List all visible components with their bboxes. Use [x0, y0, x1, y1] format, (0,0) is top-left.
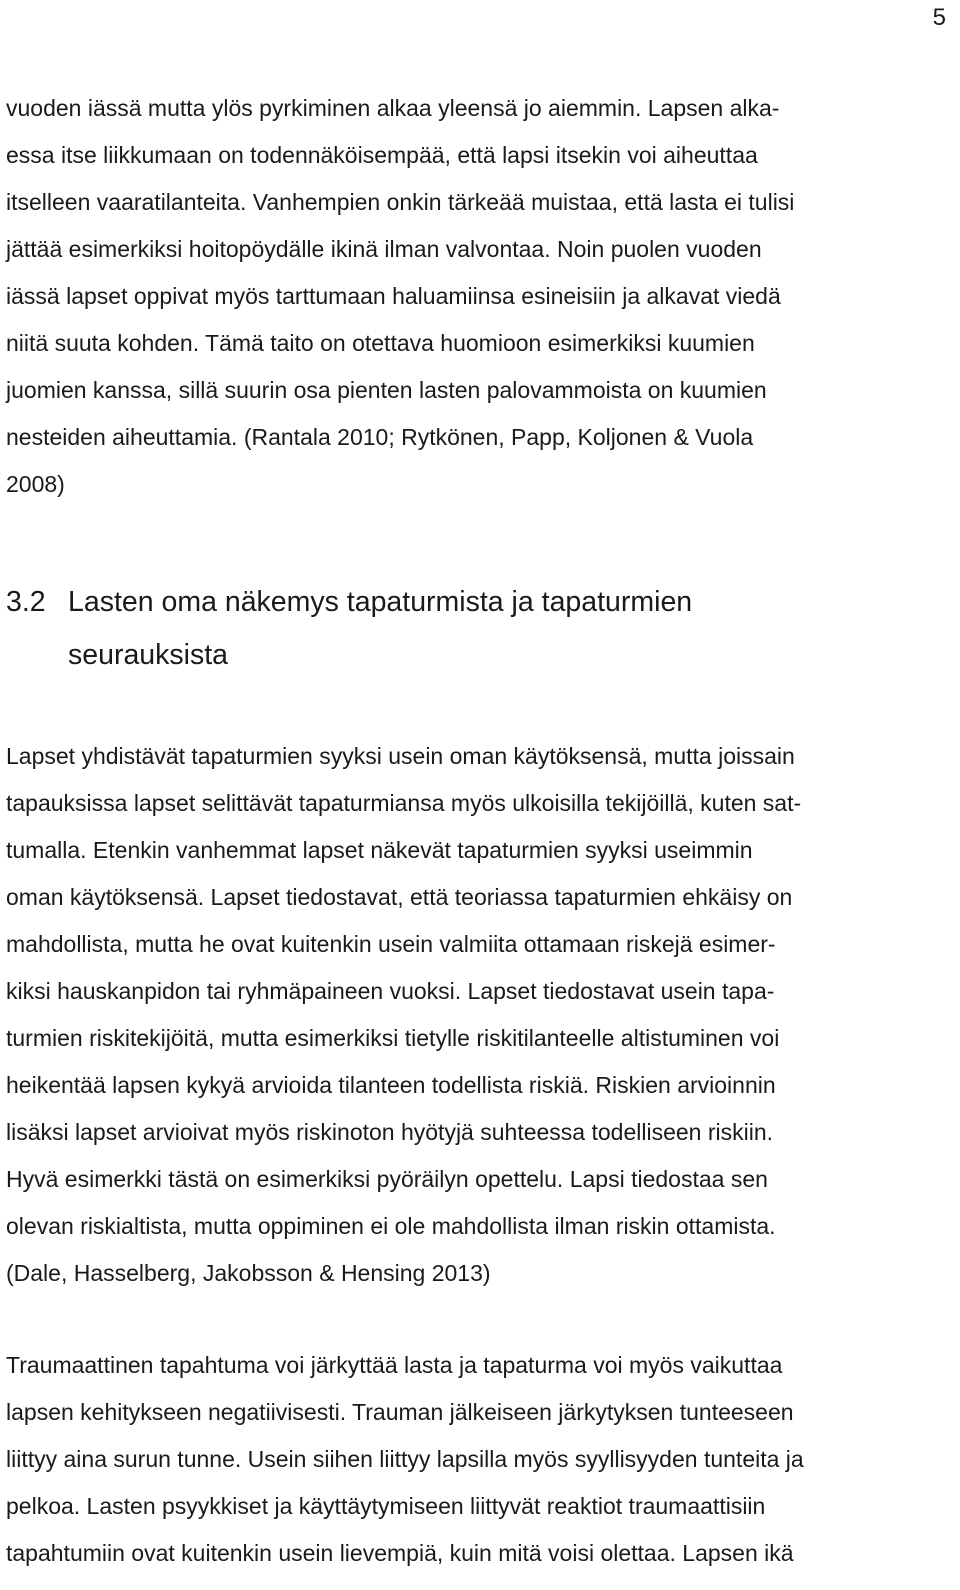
paragraph-line: mahdollista, mutta he ovat kuitenkin usein valmiita ottamaan riskejä esimer-	[6, 931, 776, 957]
paragraph-line: oman käytöksensä. Lapset tiedostavat, että teoriassa tapaturmien ehkäisy on	[6, 884, 793, 910]
paragraph-line: turmien riskitekijöitä, mutta esimerkiksi tietylle riskitilanteelle altistuminen voi	[6, 1025, 780, 1051]
section-title-line: Lasten oma näkemys tapaturmista ja tapaturmien	[68, 586, 693, 618]
paragraph-line: nesteiden aiheuttamia. (Rantala 2010; Rytkönen, Papp, Koljonen & Vuola	[6, 424, 754, 450]
paragraph-line: kiksi hauskanpidon tai ryhmäpaineen vuoksi. Lapset tiedostavat usein tapa-	[6, 978, 775, 1004]
paragraph-line: Lapset yhdistävät tapaturmien syyksi usein oman käytöksensä, mutta joissain	[6, 743, 795, 769]
paragraph-line: tapahtumiin ovat kuitenkin usein lievempiä, kuin mitä voisi olettaa. Lapsen ikä	[6, 1540, 794, 1566]
paragraph-line: Traumaattinen tapahtuma voi järkyttää lasta ja tapaturma voi myös vaikuttaa	[6, 1352, 783, 1378]
paragraph-line: heikentää lapsen kykyä arvioida tilanteen todellista riskiä. Riskien arvioinnin	[6, 1072, 776, 1098]
paragraph-line: vuoden iässä mutta ylös pyrkiminen alkaa yleensä jo aiemmin. Lapsen alka-	[6, 95, 780, 121]
paragraph-line: liittyy aina surun tunne. Usein siihen liittyy lapsilla myös syyllisyyden tunteita ja	[6, 1446, 804, 1472]
paragraph-line: lisäksi lapset arvioivat myös riskinoton hyötyjä suhteessa todelliseen riskiin.	[6, 1119, 774, 1145]
section-title-line: seurauksista	[68, 639, 228, 671]
paragraph-line: jättää esimerkiksi hoitopöydälle ikinä ilman valvontaa. Noin puolen vuoden	[6, 236, 762, 262]
paragraph-line: tapauksissa lapset selittävät tapaturmiansa myös ulkoisilla tekijöillä, kuten sat-	[6, 790, 802, 816]
paragraph-line: pelkoa. Lasten psyykkiset ja käyttäytymiseen liittyvät reaktiot traumaattisiin	[6, 1493, 766, 1519]
paragraph-line: olevan riskialtista, mutta oppiminen ei ole mahdollista ilman riskin ottamista.	[6, 1213, 776, 1239]
paragraph-line: iässä lapset oppivat myös tarttumaan haluamiinsa esineisiin ja alkavat viedä	[6, 283, 781, 309]
paragraph-line: juomien kanssa, sillä suurin osa pienten lasten palovammoista on kuumien	[6, 377, 767, 403]
paragraph-line: niitä suuta kohden. Tämä taito on otettava huomioon esimerkiksi kuumien	[6, 330, 755, 356]
paragraph-line: essa itse liikkumaan on todennäköisempää, että lapsi itsekin voi aiheuttaa	[6, 142, 758, 168]
paragraph-line: itselleen vaaratilanteita. Vanhempien onkin tärkeää muistaa, että lasta ei tulisi	[6, 189, 795, 215]
paragraph-line: lapsen kehitykseen negatiivisesti. Trauman jälkeiseen järkytyksen tunteeseen	[6, 1399, 794, 1425]
paragraph-line: (Dale, Hasselberg, Jakobsson & Hensing 2013)	[6, 1260, 491, 1286]
paragraph-line: Hyvä esimerkki tästä on esimerkiksi pyöräilyn opettelu. Lapsi tiedostaa sen	[6, 1166, 768, 1192]
page-number: 5	[932, 4, 946, 31]
paragraph-line: tumalla. Etenkin vanhemmat lapset näkevät tapaturmien syyksi useimmin	[6, 837, 753, 863]
section-number: 3.2	[6, 586, 46, 618]
paragraph-line: 2008)	[6, 471, 65, 497]
